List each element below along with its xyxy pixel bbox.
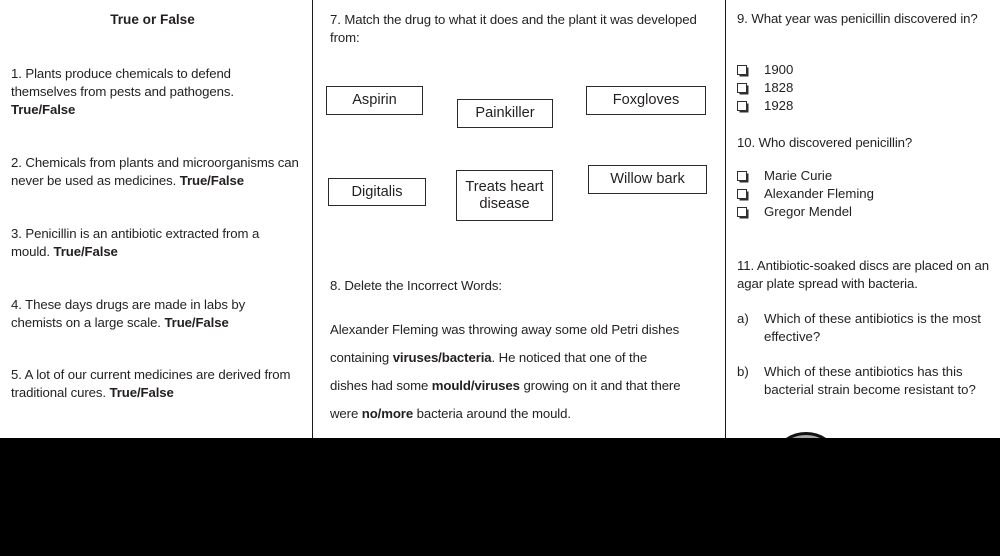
question-8-body — [330, 316, 710, 428]
question-9-stem: 9. What year was penicillin discovered in? — [737, 11, 978, 26]
question-8-line-4 — [330, 400, 710, 428]
option-marie-curie-label: Marie Curie — [764, 168, 833, 183]
question-1-number: 1. — [11, 66, 22, 81]
match-card-treats-heart-disease[interactable]: Treats heart disease — [456, 170, 553, 221]
question-5 — [11, 366, 299, 402]
q8-line2-pre: containing — [330, 350, 393, 365]
checkbox-icon[interactable] — [737, 171, 747, 181]
question-9-options — [737, 62, 793, 116]
question-11-part-a-marker: a) — [737, 311, 749, 326]
question-4-text: These days drugs are made in labs by chemists on a large scale. — [11, 297, 246, 330]
option-1900-label: 1900 — [764, 62, 794, 77]
q8-choice-no-more[interactable]: no/more — [361, 406, 414, 421]
q8-line1-text: Alexander Fleming was throwing away some old Petri dishes — [330, 322, 680, 337]
question-2-number: 2. — [11, 155, 22, 170]
match-card-aspirin[interactable]: Aspirin — [326, 86, 423, 115]
question-5-text: A lot of our current medicines are derived from traditional cures. — [11, 367, 291, 400]
option-1928[interactable] — [737, 98, 793, 116]
question-10-stem: 10. Who discovered penicillin? — [737, 135, 913, 150]
question-4-number: 4. — [11, 297, 22, 312]
option-alexander-fleming-label: Alexander Fleming — [764, 186, 874, 201]
question-2-answer: True/False — [179, 173, 244, 188]
question-10-options — [737, 168, 874, 222]
match-card-willow-bark[interactable]: Willow bark — [588, 165, 707, 194]
question-11-part-a — [737, 310, 992, 346]
checkbox-icon[interactable] — [737, 189, 747, 199]
question-4 — [11, 296, 299, 332]
question-11-part-a-text: Which of these antibiotics is the most effective? — [764, 311, 981, 344]
column-multiple-choice — [726, 0, 1000, 438]
question-3-answer: True/False — [53, 244, 118, 259]
q8-line3-post: growing on it and that there — [519, 378, 681, 393]
question-11-part-b-marker: b) — [737, 364, 749, 379]
option-gregor-mendel-label: Gregor Mendel — [764, 204, 852, 219]
match-card-foxgloves[interactable]: Foxgloves — [586, 86, 706, 115]
q8-line2-post: . He noticed that one of the — [491, 350, 648, 365]
checkbox-icon[interactable] — [737, 83, 747, 93]
page-title: True or False — [110, 12, 195, 27]
question-11-part-b-text: Which of these antibiotics has this bacterial strain become resistant to? — [764, 364, 976, 397]
question-1-answer: True/False — [11, 102, 76, 117]
offscreen-black-area — [0, 438, 1000, 556]
question-3-number: 3. — [11, 226, 22, 241]
question-8-line-2 — [330, 344, 710, 372]
checkbox-icon[interactable] — [737, 101, 747, 111]
option-1828[interactable] — [737, 80, 793, 98]
question-1-text: Plants produce chemicals to defend themselves from pests and pathogens. — [11, 66, 234, 99]
q8-choice-mould-viruses[interactable]: mould/viruses — [431, 378, 520, 393]
question-8-line-3 — [330, 372, 710, 400]
checkbox-icon[interactable] — [737, 207, 747, 217]
question-2-text: Chemicals from plants and microorganisms can never be used as medicines. — [11, 155, 299, 188]
option-marie-curie[interactable] — [737, 168, 874, 186]
option-alexander-fleming[interactable] — [737, 186, 874, 204]
match-card-painkiller[interactable]: Painkiller — [457, 99, 553, 128]
question-5-number: 5. — [11, 367, 22, 382]
question-8-line-1 — [330, 316, 710, 344]
question-3-text: Penicillin is an antibiotic extracted from a mould. — [11, 226, 260, 259]
option-1928-label: 1928 — [764, 98, 794, 113]
question-3 — [11, 225, 299, 261]
checkbox-icon[interactable] — [737, 65, 747, 75]
column-true-or-false — [0, 0, 312, 438]
q8-line4-post: bacteria around the mould. — [413, 406, 571, 421]
option-1828-label: 1828 — [764, 80, 794, 95]
column-matching-and-deletion — [313, 0, 725, 438]
question-5-answer: True/False — [109, 385, 174, 400]
q8-line3-pre: dishes had some — [330, 378, 432, 393]
question-11-stem: 11. Antibiotic-soaked discs are placed on an agar plate spread with bacteria. — [737, 258, 989, 291]
question-2 — [11, 154, 299, 190]
option-1900[interactable] — [737, 62, 793, 80]
question-11-part-b — [737, 363, 992, 399]
question-7-stem: 7. Match the drug to what it does and the plant it was developed from: — [330, 12, 697, 45]
q8-line4-pre: were — [330, 406, 362, 421]
question-4-answer: True/False — [164, 315, 229, 330]
match-card-digitalis[interactable]: Digitalis — [328, 178, 426, 206]
question-8-stem: 8. Delete the Incorrect Words: — [330, 278, 502, 293]
question-1 — [11, 65, 299, 119]
q8-choice-viruses-bacteria[interactable]: viruses/bacteria — [392, 350, 492, 365]
option-gregor-mendel[interactable] — [737, 204, 874, 222]
